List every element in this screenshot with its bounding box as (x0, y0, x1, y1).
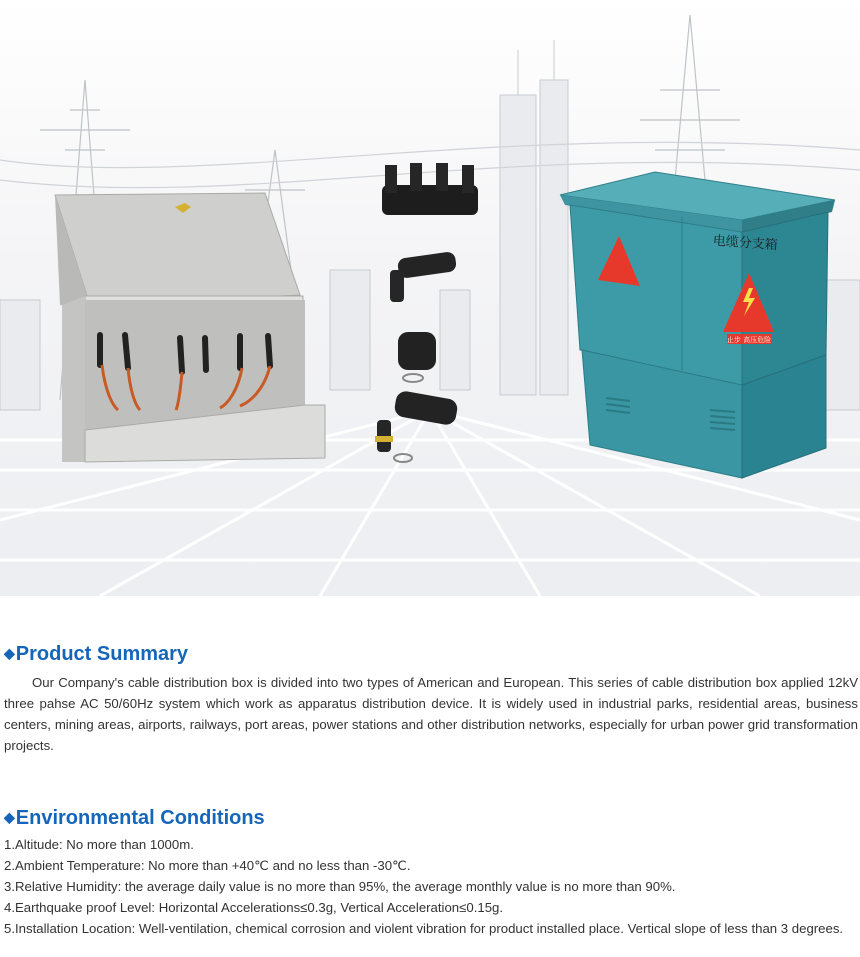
condition-item-temperature: 2.Ambient Temperature: No more than +40℃ and no less than -30℃. (4, 858, 411, 873)
teal-distribution-box (560, 172, 835, 478)
box-sign-text: 电缆分支箱 (712, 233, 779, 254)
steel-distribution-box (55, 193, 325, 462)
condition-item-altitude: 1.Altitude: No more than 1000m. (4, 837, 194, 852)
environmental-conditions-title: Environmental Conditions (15, 807, 265, 829)
product-summary-title: Product Summary (15, 643, 189, 665)
environmental-conditions-section (4, 804, 858, 939)
conditions-list (4, 834, 858, 939)
product-summary-text-block (4, 672, 858, 756)
condition-item-earthquake: 4.Earthquake proof Level: Horizontal Accelerations≤0.3g, Vertical Acceleration≤0.15g. (4, 900, 504, 915)
condition-item-installation: 5.Installation Location: Well-ventilation, chemical corrosion and violent vibration for product installed place. Vertical slope of less than 3 degrees. (4, 921, 844, 936)
warning-label: 止步 高压危险 (726, 336, 772, 344)
product-summary-text: Our Company's cable distribution box is divided into two types of American and European. This series of cable distribution box applied 12kV three pahse AC 50/60Hz system which work as apparatus distribution device. It is widely used in industrial parks, residential areas, business centers, mining areas, airports, railways, port areas, power stations and other distribution networks, especially for urban power grid transformation projects. (4, 675, 858, 753)
condition-item-humidity: 3.Relative Humidity: the average daily value is no more than 95%, the average monthly value is no more than 90%. (4, 879, 676, 894)
diamond-bullet-icon: ◆ (4, 645, 15, 661)
environmental-conditions-heading (4, 804, 858, 830)
diamond-bullet-icon: ◆ (4, 809, 15, 825)
product-summary-section (4, 640, 858, 756)
product-summary-heading (4, 640, 858, 666)
